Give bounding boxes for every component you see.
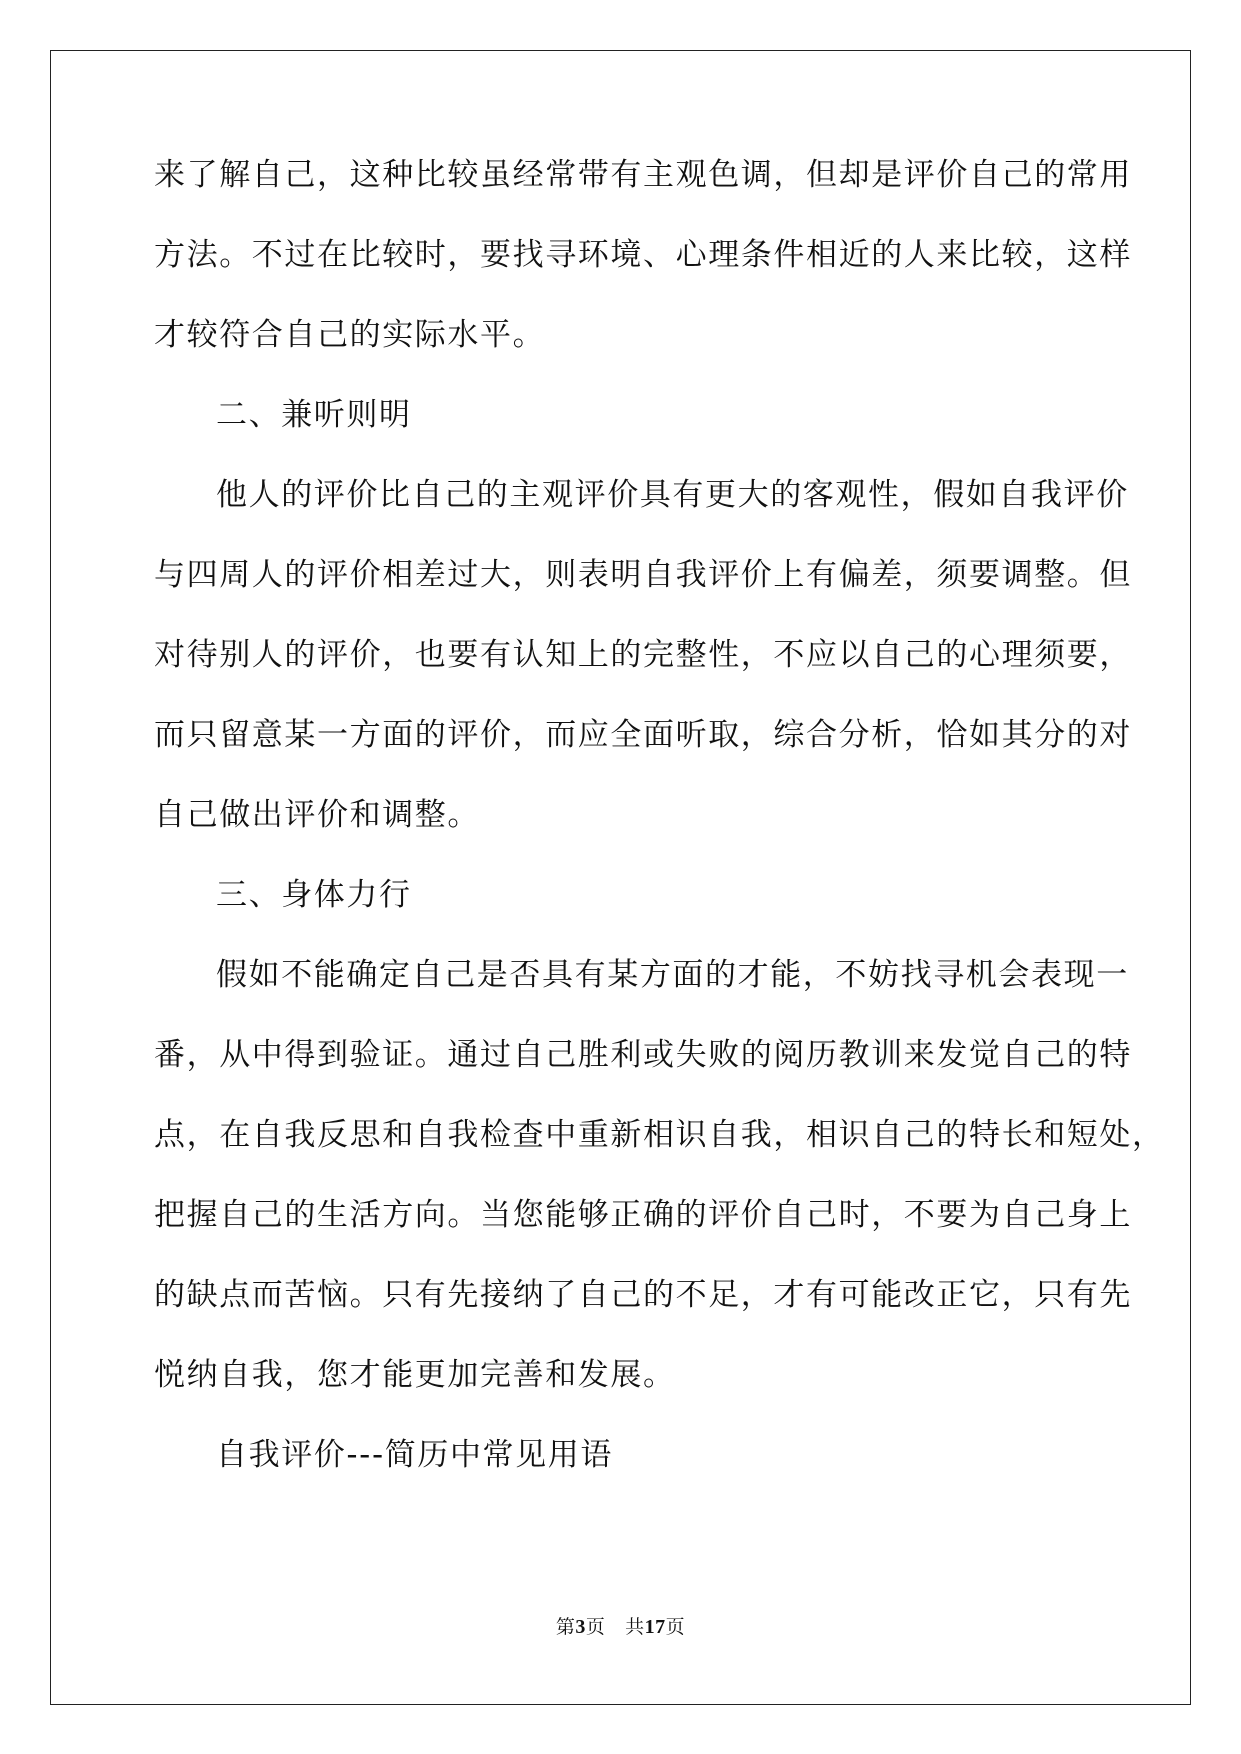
footer-total-prefix: 共 — [625, 1616, 645, 1638]
paragraph-line: 方法。不过在比较时，要找寻环境、心理条件相近的人来比较，这样 — [154, 237, 1132, 273]
paragraph-line: 与四周人的评价相差过大，则表明自我评价上有偏差，须要调整。但 — [154, 557, 1132, 593]
section-heading: 自我评价---简历中常见用语 — [216, 1437, 613, 1473]
paragraph-line: 对待别人的评价，也要有认知上的完整性，不应以自己的心理须要， — [154, 637, 1132, 673]
paragraph-line: 把握自己的生活方向。当您能够正确的评价自己时，不要为自己身上 — [154, 1197, 1132, 1233]
page-footer — [0, 1612, 1241, 1639]
paragraph-line: 他人的评价比自己的主观评价具有更大的客观性，假如自我评价 — [216, 477, 1129, 513]
paragraph-line: 悦纳自我，您才能更加完善和发展。 — [154, 1357, 676, 1393]
section-heading: 二、兼听则明 — [216, 397, 412, 433]
paragraph-line: 才较符合自己的实际水平。 — [154, 317, 546, 353]
paragraph-line: 来了解自己，这种比较虽经常带有主观色调，但却是评价自己的常用 — [154, 157, 1132, 193]
paragraph-line: 而只留意某一方面的评价，而应全面听取，综合分析，恰如其分的对 — [154, 717, 1132, 753]
footer-page-suffix: 页 — [585, 1616, 606, 1638]
footer-total-suffix: 页 — [665, 1616, 686, 1638]
footer-prefix: 第 — [555, 1616, 576, 1638]
total-page-count: 17 — [644, 1616, 666, 1638]
paragraph-line: 的缺点而苦恼。只有先接纳了自己的不足，才有可能改正它，只有先 — [154, 1277, 1132, 1313]
paragraph-line: 点，在自我反思和自我检查中重新相识自我，相识自己的特长和短处， — [154, 1117, 1165, 1153]
section-heading: 三、身体力行 — [216, 877, 412, 913]
current-page-number: 3 — [575, 1616, 586, 1638]
paragraph-line: 番，从中得到验证。通过自己胜利或失败的阅历教训来发觉自己的特 — [154, 1037, 1132, 1073]
paragraph-line: 自己做出评价和调整。 — [154, 797, 480, 833]
paragraph-line: 假如不能确定自己是否具有某方面的才能，不妨找寻机会表现一 — [216, 957, 1129, 993]
